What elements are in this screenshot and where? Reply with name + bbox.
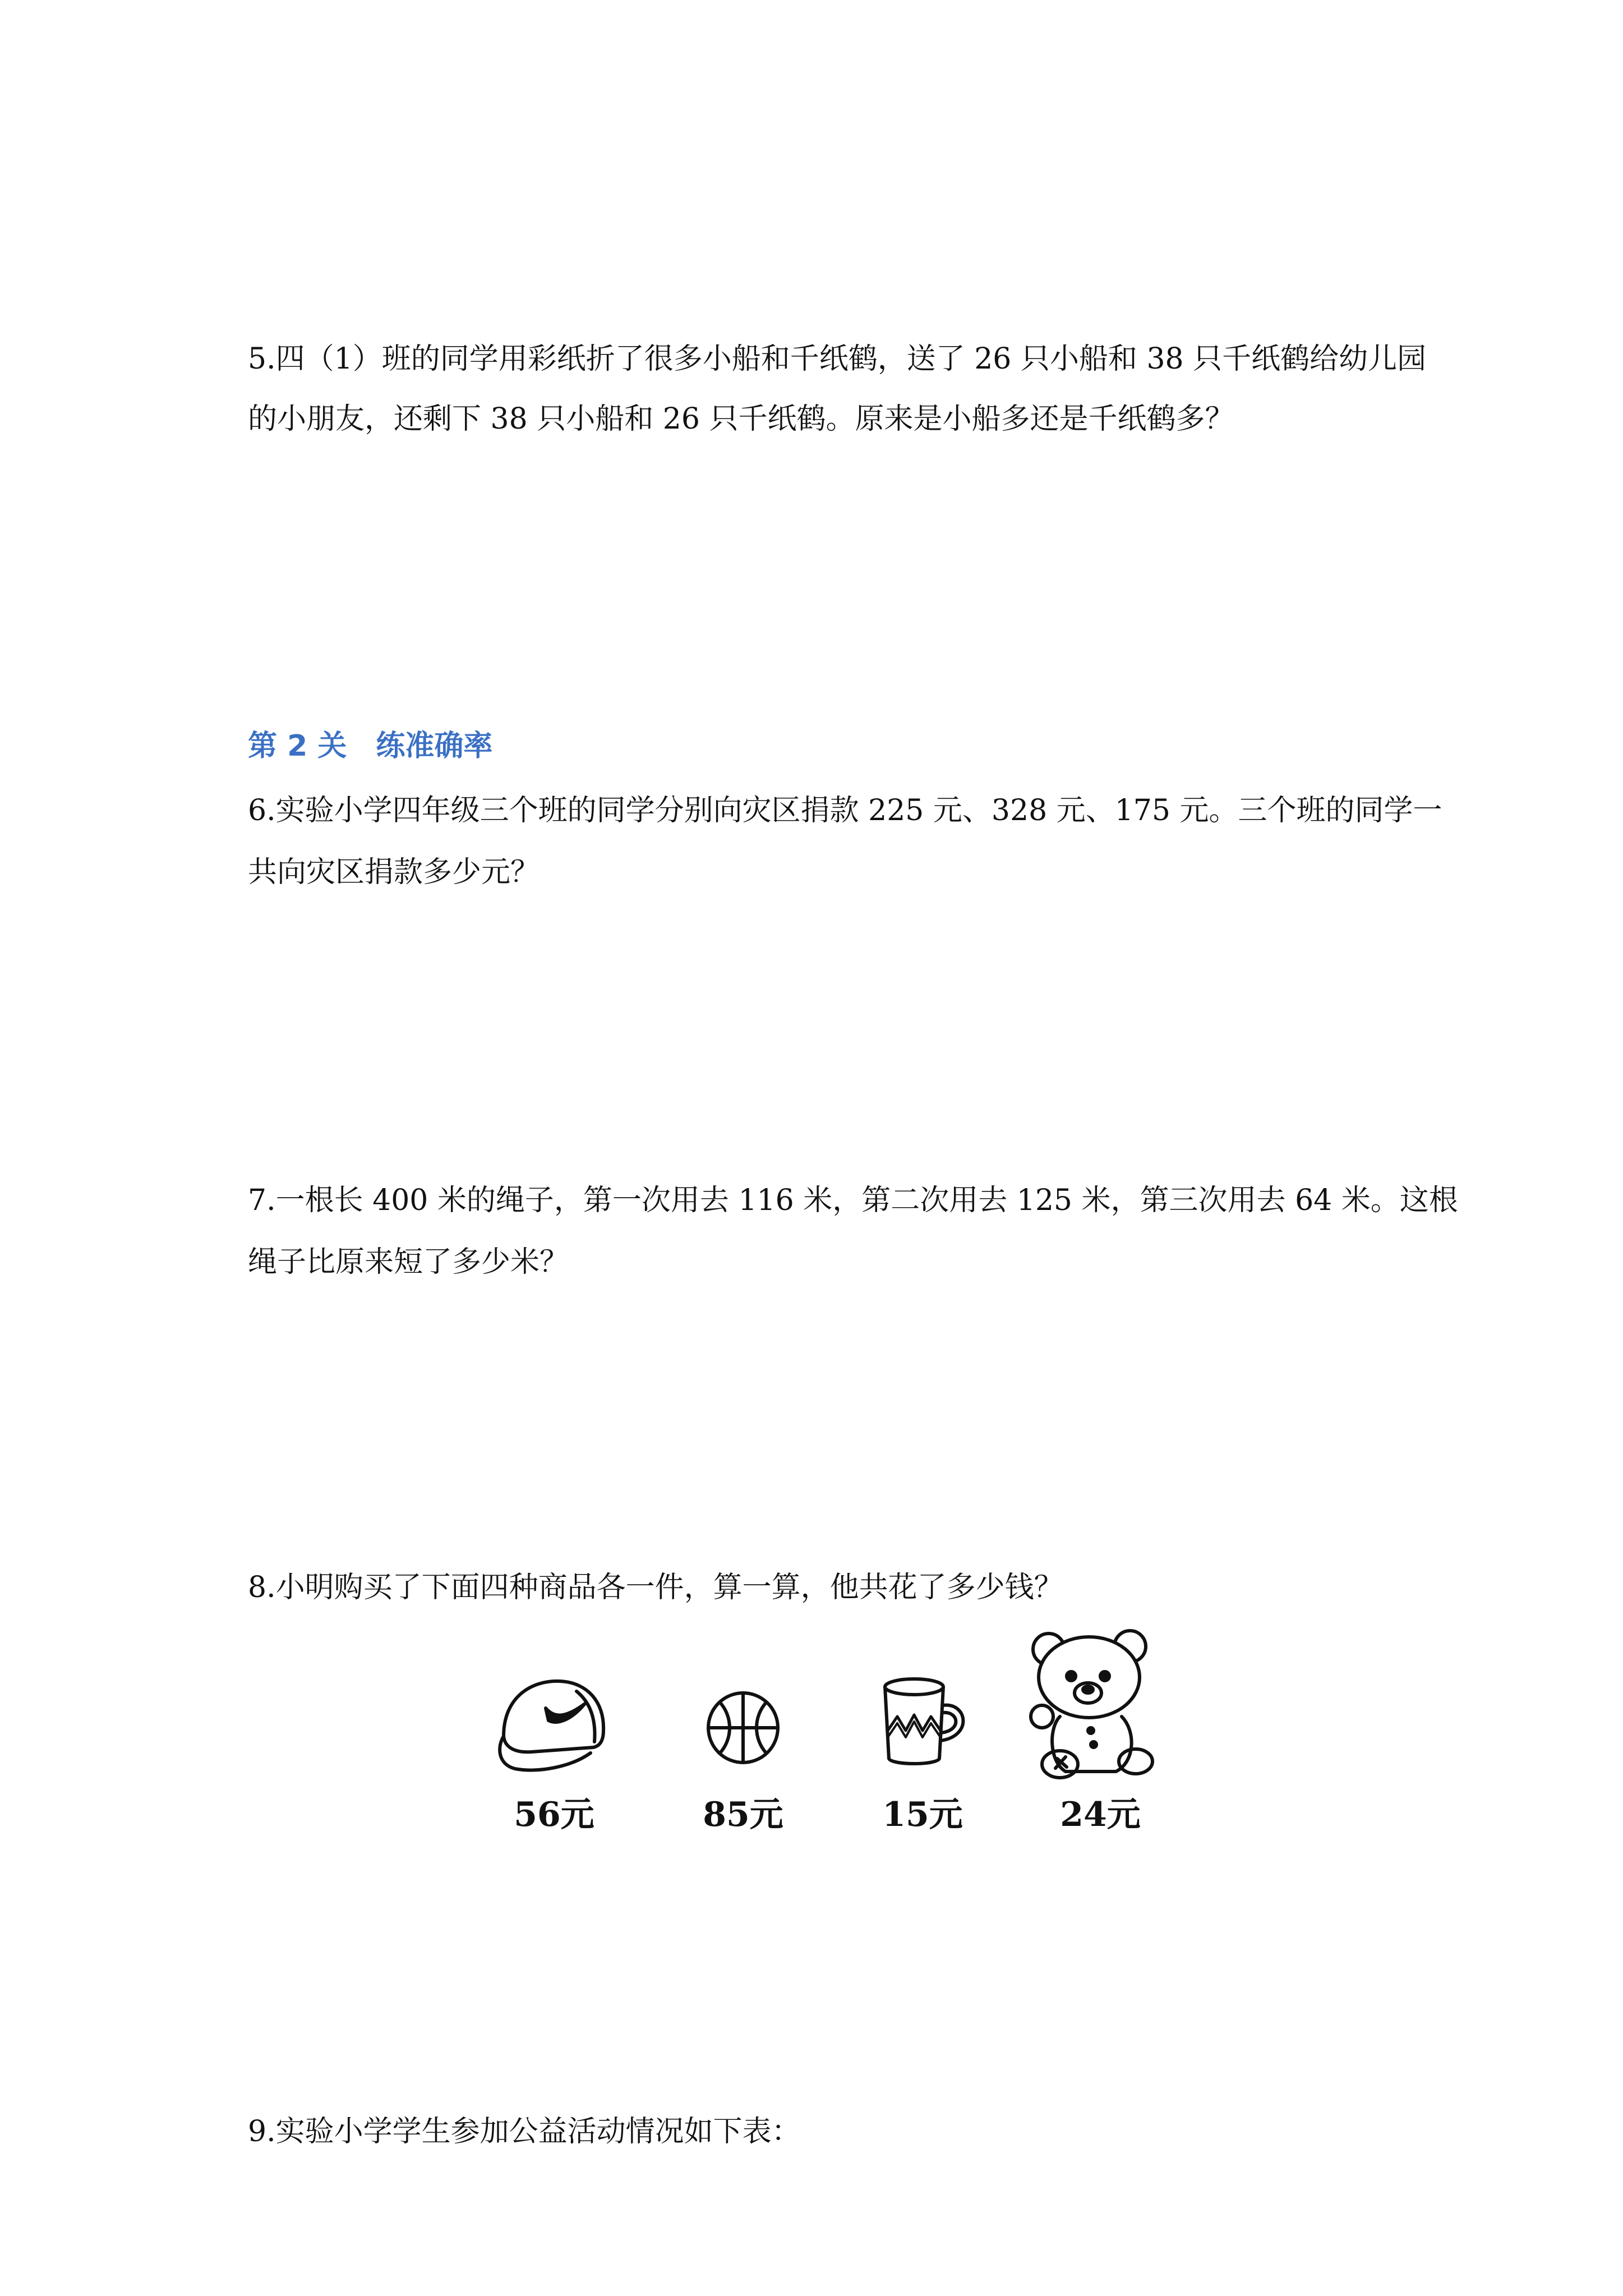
price-basketball: 85元 <box>703 1795 783 1834</box>
cap-icon <box>492 1669 610 1775</box>
mug-icon <box>878 1674 979 1770</box>
price-mug: 15元 <box>882 1795 963 1834</box>
q9-line-1: 9.实验小学学生参加公益活动情况如下表： <box>248 2115 801 2148</box>
basketball-icon <box>704 1688 782 1767</box>
price-cap: 56元 <box>514 1795 594 1834</box>
q6-line-2: 共向灾区捐款多少元？ <box>248 855 540 889</box>
q5-line-2: 的小朋友，还剩下 38 只小船和 26 只千纸鹤。原来是小船多还是千纸鹤多？ <box>248 402 1234 436</box>
section-heading: 第 2 关 练准确率 <box>248 729 493 763</box>
price-teddy-bear: 24元 <box>1060 1795 1141 1834</box>
q7-line-2: 绳子比原来短了多少米？ <box>248 1245 569 1279</box>
teddy-bear-icon <box>1026 1627 1155 1784</box>
q8-line-1: 8.小明购买了下面四种商品各一件，算一算，他共花了多少钱？ <box>248 1571 1063 1604</box>
q5-line-1: 5.四（1）班的同学用彩纸折了很多小船和千纸鹤，送了 26 只小船和 38 只千纸鹤给幼儿园 <box>248 342 1427 376</box>
q6-line-1: 6.实验小学四年级三个班的同学分别向灾区捐款 225 元、328 元、175 元。三个班的同学一 <box>248 794 1442 827</box>
q7-line-1: 7.一根长 400 米的绳子，第一次用去 116 米，第二次用去 125 米，第三次用去 64 米。这根 <box>248 1184 1458 1217</box>
